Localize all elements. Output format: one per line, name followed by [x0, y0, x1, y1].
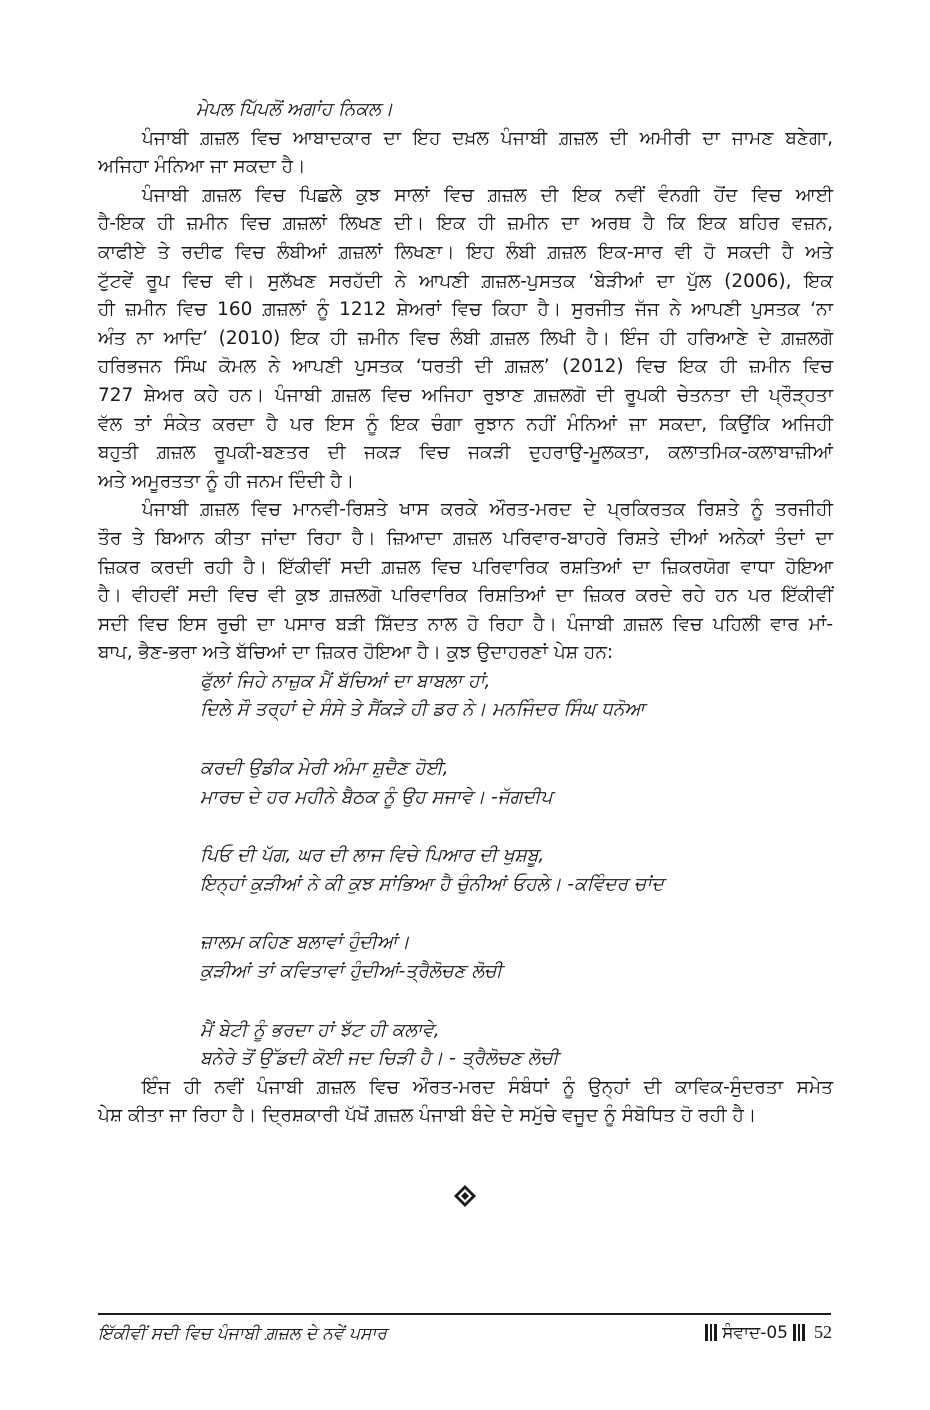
- verse-stanza: [98, 1017, 833, 1074]
- paragraph-line: ਹੀ ਜ਼ਮੀਨ ਵਿਚ 160 ਗ਼ਜ਼ਲਾਂ ਨੂੰ 1212 ਸ਼ੇਅਰਾਂ ਵਿਚ ਕਿਹਾ ਹੈ। ਸੁਰਜੀਤ ਜੱਜ ਨੇ ਆਪਣੀ ਪੁਸਤਕ ‘ਨਾ: [98, 299, 833, 321]
- verse-line: ਬਨੇਰੇ ਤੋਂ ਉੱਡਦੀ ਕੋਈ ਜਦ ਚਿੜੀ ਹੈ। - ਤ੍ਰੈਲੋਚਣ ਲੋਚੀ: [200, 1048, 559, 1070]
- verse-stanza: [98, 842, 833, 899]
- verse-line: ਦਿਲੇ ਸੌ ਤਰ੍ਹਾਂ ਦੇ ਸੰਸੇ ਤੇ ਸੈਂਕੜੇ ਹੀ ਡਰ ਨੇ। ਮਨਜਿੰਦਰ ਸਿੰਘ ਧਨੋਆ: [200, 699, 645, 721]
- verse-stanza: [98, 929, 833, 986]
- verse-line: ਮੈਂ ਬੇਟੀ ਨੂੰ ਭਰਦਾ ਹਾਂ ਝੱਟ ਹੀ ਕਲਾਵੇ,: [200, 1019, 440, 1041]
- verse-line: ਕੁੜੀਆਂ ਤਾਂ ਕਵਿਤਾਵਾਂ ਹੁੰਦੀਆਂ-ਤ੍ਰੈਲੋਚਣ ਲੋਚੀ: [200, 961, 503, 983]
- paragraph-line: ਪੰਜਾਬੀ ਗ਼ਜ਼ਲ ਵਿਚ ਮਾਨਵੀ-ਰਿਸ਼ਤੇ ਖਾਸ ਕਰਕੇ ਔਰਤ-ਮਰਦ ਦੇ ਪ੍ਰਕਿਰਤਕ ਰਿਸ਼ਤੇ ਨੂੰ ਤਰਜੀਹੀ: [142, 499, 833, 521]
- paragraph-line: ਅੰਤ ਨਾ ਆਦਿ’ (2010) ਇਕ ਹੀ ਜ਼ਮੀਨ ਵਿਚ ਲੰਬੀ ਗ਼ਜ਼ਲ ਲਿਖੀ ਹੈ। ਇੰਜ ਹੀ ਹਰਿਆਣੇ ਦੇ ਗ਼ਜ਼ਲਗੋ: [98, 327, 833, 349]
- page-number: 52: [814, 1322, 832, 1342]
- stanza-gap: [98, 812, 833, 842]
- verse-line: ਇਨ੍ਹਾਂ ਕੁੜੀਆਂ ਨੇ ਕੀ ਕੁਝ ਸਾਂਭਿਆ ਹੈ ਚੁੰਨੀਆਂ ਓਹਲੇ। -ਕਵਿੰਦਰ ਚਾਂਦ: [200, 873, 664, 895]
- paragraph-line: ਪੰਜਾਬੀ ਗ਼ਜ਼ਲ ਵਿਚ ਆਬਾਦਕਾਰ ਦਾ ਇਹ ਦਖ਼ਲ ਪੰਜਾਬੀ ਗ਼ਜ਼ਲ ਦੀ ਅਮੀਰੀ ਦਾ ਜਾਮਣ ਬਣੇਗਾ,: [142, 127, 833, 149]
- paragraph-1: [98, 125, 833, 182]
- paragraph-2: [98, 182, 833, 497]
- bars-icon: [705, 1324, 717, 1341]
- verse-line: ਫੁੱਲਾਂ ਜਿਹੇ ਨਾਜ਼ੁਕ ਮੈਂ ਬੱਚਿਆਂ ਦਾ ਬਾਬਲਾ ਹਾਂ,: [200, 670, 491, 692]
- paragraph-line: ਕਾਫੀਏ ਤੇ ਰਦੀਫ ਵਿਚ ਲੰਬੀਆਂ ਗ਼ਜ਼ਲਾਂ ਲਿਖਣਾ। ਇਹ ਲੰਬੀ ਗ਼ਜ਼ਲ ਇਕ-ਸਾਰ ਵੀ ਹੋ ਸਕਦੀ ਹੈ ਅਤੇ: [98, 241, 833, 263]
- verse-stanza: [98, 668, 833, 725]
- paragraph-line: ਅਜਿਹਾ ਮੰਨਿਆ ਜਾ ਸਕਦਾ ਹੈ।: [98, 156, 306, 178]
- stanza-gap: [98, 987, 833, 1017]
- paragraph-line: ਹੈ। ਵੀਹਵੀਂ ਸਦੀ ਵਿਚ ਵੀ ਕੁਝ ਗ਼ਜ਼ਲਗੋ ਪਰਿਵਾਰਿਕ ਰਿਸ਼ਤਿਆਂ ਦਾ ਜ਼ਿਕਰ ਕਰਦੇ ਰਹੇ ਹਨ ਪਰ ਇੱਕੀਵੀਂ: [98, 585, 833, 607]
- paragraph-line: ਪੇਸ਼ ਕੀਤਾ ਜਾ ਰਿਹਾ ਹੈ। ਦ੍ਰਿਸ਼ਕਾਰੀ ਪੱਖੋਂ ਗ਼ਜ਼ਲ ਪੰਜਾਬੀ ਬੰਦੇ ਦੇ ਸਮੁੱਚੇ ਵਜੂਦ ਨੂੰ ਸੰਬੋਧਿਤ ਹੋ ਰਹੀ ਹੈ।: [98, 1105, 757, 1127]
- stanza-gap: [98, 725, 833, 755]
- paragraph-line: ਬਹੁਤੀ ਗ਼ਜ਼ਲ ਰੂਪਕੀ-ਬਣਤਰ ਦੀ ਜਕੜ ਵਿਚ ਜਕੜੀ ਦੁਹਰਾਉ-ਮੂਲਕਤਾ, ਕਲਾਤਮਿਕ-ਕਲਾਬਾਜ਼ੀਆਂ: [98, 442, 833, 464]
- paragraph-line: ਤੌਰ ਤੇ ਬਿਆਨ ਕੀਤਾ ਜਾਂਦਾ ਰਿਹਾ ਹੈ। ਜ਼ਿਆਦਾ ਗ਼ਜ਼ਲ ਪਰਿਵਾਰ-ਬਾਹਰੇ ਰਿਸ਼ਤੇ ਦੀਆਂ ਅਨੇਕਾਂ ਤੰਦਾਂ ਦਾ: [98, 527, 833, 549]
- verse-line: ਕਰਦੀ ਉਡੀਕ ਮੇਰੀ ਅੰਮਾ ਸ਼ੁਦੈਣ ਹੋਈ,: [200, 758, 449, 780]
- paragraph-line: ਹਰਿਭਜਨ ਸਿੰਘ ਕੋਮਲ ਨੇ ਆਪਣੀ ਪੁਸਤਕ ‘ਧਰਤੀ ਦੀ ਗ਼ਜ਼ਲ’ (2012) ਵਿਚ ਇਕ ਹੀ ਜ਼ਮੀਨ ਵਿਚ: [98, 356, 833, 378]
- paragraph-line: ਟੁੱਟਵੇਂ ਰੂਪ ਵਿਚ ਵੀ। ਸੁਲੱਖਣ ਸਰਹੱਦੀ ਨੇ ਆਪਣੀ ਗ਼ਜ਼ਲ-ਪੁਸਤਕ ‘ਬੇੜੀਆਂ ਦਾ ਪੁੱਲ (2006), ਇਕ: [98, 270, 833, 292]
- journal-name: ਸੰਵਾਦ-05: [722, 1322, 788, 1343]
- footer-rule: [98, 1313, 831, 1315]
- page-body: [98, 96, 833, 1131]
- verse-line: ਜ਼ਾਲਮ ਕਹਿਣ ਬਲਾਵਾਂ ਹੁੰਦੀਆਂ।: [200, 932, 410, 954]
- bars-icon: [793, 1324, 805, 1341]
- paragraph-3: [98, 496, 833, 668]
- paragraph-line: ਬਾਪ, ਭੈਣ-ਭਰਾ ਅਤੇ ਬੱਚਿਆਂ ਦਾ ਜ਼ਿਕਰ ਹੋਇਆ ਹੈ। ਕੁਝ ਉਦਾਹਰਣਾਂ ਪੇਸ਼ ਹਨ:: [98, 642, 614, 664]
- paragraph-line: ਇੰਜ ਹੀ ਨਵੀਂ ਪੰਜਾਬੀ ਗ਼ਜ਼ਲ ਵਿਚ ਔਰਤ-ਮਰਦ ਸੰਬੰਧਾਂ ਨੂੰ ਉਨ੍ਹਾਂ ਦੀ ਕਾਵਿਕ-ਸੁੰਦਰਤਾ ਸਮੇਤ: [142, 1076, 833, 1098]
- paragraph-line: ਸਦੀ ਵਿਚ ਇਸ ਰੁਚੀ ਦਾ ਪਸਾਰ ਬੜੀ ਸ਼ਿੱਦਤ ਨਾਲ ਹੋ ਰਿਹਾ ਹੈ। ਪੰਜਾਬੀ ਗ਼ਜ਼ਲ ਵਿਚ ਪਹਿਲੀ ਵਾਰ ਮਾਂ-: [98, 613, 833, 635]
- paragraph-line: ਜ਼ਿਕਰ ਕਰਦੀ ਰਹੀ ਹੈ। ਇੱਕੀਵੀਂ ਸਦੀ ਗ਼ਜ਼ਲ ਵਿਚ ਪਰਿਵਾਰਿਕ ਰਸ਼ਤਿਆਂ ਦਾ ਜ਼ਿਕਰਯੋਗ ਵਾਧਾ ਹੋਇਆ: [98, 556, 833, 578]
- paragraph-line: ਵੱਲ ਤਾਂ ਸੰਕੇਤ ਕਰਦਾ ਹੈ ਪਰ ਇਸ ਨੂੰ ਇਕ ਚੰਗਾ ਰੁਝਾਨ ਨਹੀਂ ਮੰਨਿਆਂ ਜਾ ਸਕਦਾ, ਕਿਉਂਕਿ ਅਜਿਹੀ: [98, 413, 833, 435]
- verse-stanza: [98, 755, 833, 812]
- paragraph-4: [98, 1074, 833, 1131]
- paragraph-line: 727 ਸ਼ੇਅਰ ਕਹੇ ਹਨ। ਪੰਜਾਬੀ ਗ਼ਜ਼ਲ ਵਿਚ ਅਜਿਹਾ ਰੁਝਾਣ ਗ਼ਜ਼ਲਗੋ ਦੀ ਰੂਪਕੀ ਚੇਤਨਤਾ ਦੀ ਪ੍ਰੌੜ੍ਹਤਾ: [98, 384, 833, 406]
- paragraph-line: ਅਤੇ ਅਮੂਰਤਤਾ ਨੂੰ ਹੀ ਜਨਮ ਦਿੰਦੀ ਹੈ।: [98, 470, 355, 492]
- diamond-ornament-icon: [453, 1184, 477, 1208]
- footer-journal-info: [705, 1322, 832, 1343]
- paragraph-line: ਪੰਜਾਬੀ ਗ਼ਜ਼ਲ ਵਿਚ ਪਿਛਲੇ ਕੁਝ ਸਾਲਾਂ ਵਿਚ ਗ਼ਜ਼ਲ ਦੀ ਇਕ ਨਵੀਂ ਵੰਨਗੀ ਹੋਂਦ ਵਿਚ ਆਈ: [142, 184, 833, 206]
- verse-line: ਮਾਰਚ ਦੇ ਹਰ ਮਹੀਨੇ ਬੈਠਕ ਨੂੰ ਉਹ ਸਜਾਵੇ। -ਜੱਗਦੀਪ: [200, 786, 553, 808]
- stanza-gap: [98, 899, 833, 929]
- paragraph-line: ਹੈ-ਇਕ ਹੀ ਜ਼ਮੀਨ ਵਿਚ ਗ਼ਜ਼ਲਾਂ ਲਿਖਣ ਦੀ। ਇਕ ਹੀ ਜ਼ਮੀਨ ਦਾ ਅਰਥ ਹੈ ਕਿ ਇਕ ਬਹਿਰ ਵਜ਼ਨ,: [98, 213, 833, 235]
- epigraph-line: ਮੇਪਲ ਪਿੱਪਲੋਂ ਅਗਾਂਹ ਨਿਕਲ।: [196, 99, 394, 120]
- verse-line: ਪਿਓ ਦੀ ਪੱਗ, ਘਰ ਦੀ ਲਾਜ ਵਿਚੇ ਪਿਆਰ ਦੀ ਖੁਸ਼ਬੂ,: [200, 845, 545, 867]
- running-title: ਇੱਕੀਵੀਂ ਸਦੀ ਵਿਚ ਪੰਜਾਬੀ ਗ਼ਜ਼ਲ ਦੇ ਨਵੇਂ ਪਸਾਰ: [98, 1324, 387, 1344]
- verse-quotes: [98, 668, 833, 1074]
